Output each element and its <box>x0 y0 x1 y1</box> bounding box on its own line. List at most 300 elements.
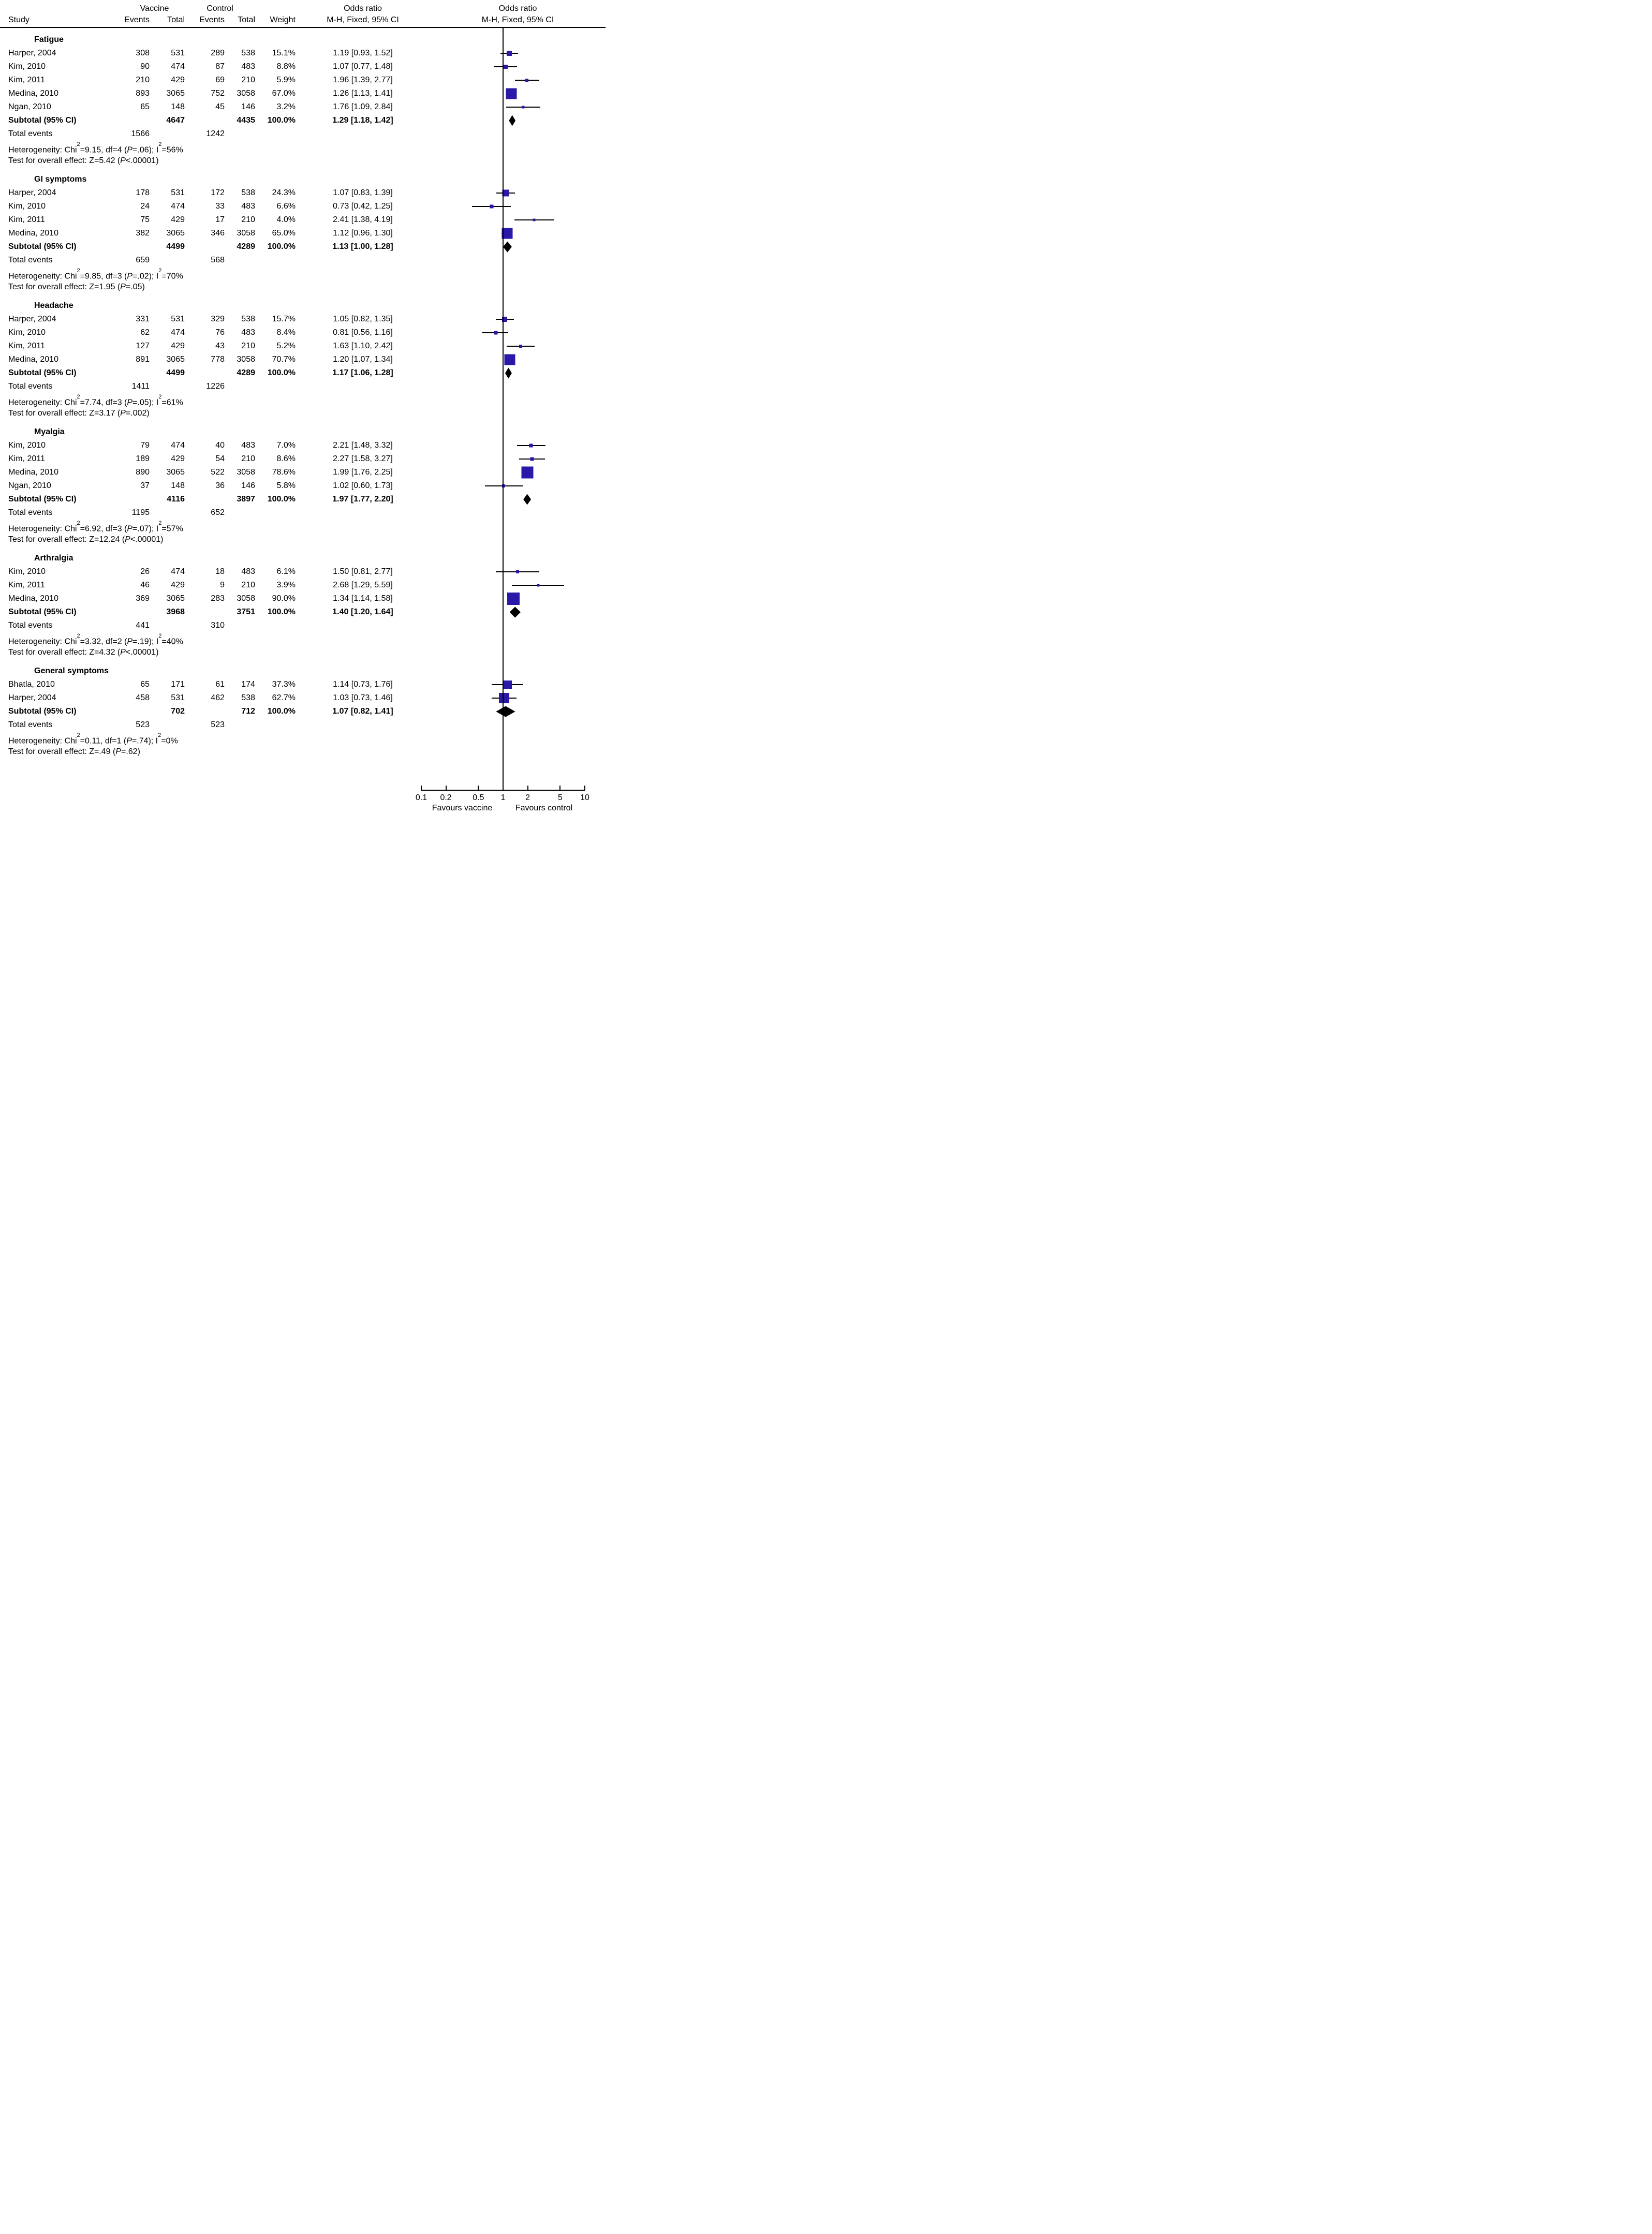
weight: 15.7% <box>272 315 296 323</box>
or-square <box>507 51 512 56</box>
subtotal-plot-cell <box>430 705 606 718</box>
test-p-label: P <box>120 409 126 418</box>
or-square <box>504 354 515 365</box>
het-seg: =.07); I <box>132 524 159 534</box>
weight: 3.9% <box>276 581 296 589</box>
col-vaccine-total: Total <box>167 16 185 24</box>
subtotal-row <box>0 240 606 254</box>
total-events-spacer <box>255 718 296 732</box>
total-events-spacer <box>296 127 430 141</box>
het-seg: Heterogeneity: Chi <box>8 145 77 155</box>
het-seg: =56% <box>161 145 183 155</box>
control-events: 752 <box>211 89 225 98</box>
subtotal-or-ci: 1.13 [1.00, 1.28] <box>332 242 393 251</box>
subtotal-plot-cell <box>430 605 606 619</box>
study-row <box>0 339 606 353</box>
total-events-spacer <box>296 506 430 520</box>
subtotal-control-total: 712 <box>241 707 255 716</box>
control-events: 329 <box>211 315 225 323</box>
vaccine-events: 189 <box>136 454 150 463</box>
subtotal-spacer <box>185 114 225 127</box>
or-square <box>525 79 528 82</box>
control-events: 69 <box>215 76 225 84</box>
het-sup-icon: 2 <box>77 141 80 147</box>
subtotal-vaccine-total: 4647 <box>166 116 185 125</box>
study-name: Ngan, 2010 <box>8 102 51 111</box>
het-sup-icon: 2 <box>77 520 80 526</box>
or-square <box>519 345 522 348</box>
total-events-spacer <box>150 619 185 632</box>
subtotal-control-total: 4289 <box>237 242 255 251</box>
vaccine-total: 474 <box>171 62 185 71</box>
control-total: 3058 <box>237 468 255 477</box>
test-p-label: P <box>120 648 126 657</box>
het-sup-icon: 2 <box>158 633 162 639</box>
total-events-label: Total events <box>8 129 53 138</box>
section-title-row <box>0 664 606 678</box>
vaccine-total: 3065 <box>166 594 185 603</box>
het-seg: =.02); I <box>132 272 159 281</box>
section-title: GI symptoms <box>34 175 87 184</box>
or-square <box>529 444 533 448</box>
or-square <box>522 106 524 109</box>
total-events-spacer <box>255 254 296 267</box>
axis-tick <box>446 786 447 790</box>
het-seg: =.19); I <box>132 637 159 646</box>
total-events-vaccine: 523 <box>136 720 150 729</box>
vaccine-total: 474 <box>171 567 185 576</box>
header-or-title-left: Odds ratio <box>344 4 382 13</box>
total-events-vaccine: 659 <box>136 256 150 264</box>
subtotal-control-total: 4435 <box>237 116 255 125</box>
weight: 15.1% <box>272 49 296 57</box>
study-name: Kim, 2011 <box>8 581 45 589</box>
total-events-spacer <box>296 619 430 632</box>
section <box>0 173 606 294</box>
study-name: Kim, 2010 <box>8 202 46 211</box>
het-sup-icon: 2 <box>158 268 162 274</box>
or-ci-text: 2.27 [1.58, 3.27] <box>333 454 393 463</box>
total-events-spacer <box>430 506 606 520</box>
control-total: 483 <box>241 567 255 576</box>
plot-cell <box>430 213 606 227</box>
vaccine-total: 3065 <box>166 468 185 477</box>
or-square <box>516 570 519 573</box>
subtotal-spacer <box>185 705 225 718</box>
het-seg: =.06); I <box>132 145 159 155</box>
axis-tick <box>559 786 561 790</box>
het-p-label: P <box>127 637 133 646</box>
study-row <box>0 452 606 466</box>
vaccine-events: 62 <box>140 328 150 337</box>
header-vaccine-group: Vaccine <box>140 4 169 13</box>
control-events: 33 <box>215 202 225 211</box>
heterogeneity-line <box>0 632 606 646</box>
subtotal-label: Subtotal (95% CI) <box>8 707 77 716</box>
total-events-vaccine: 441 <box>136 621 150 630</box>
vaccine-events: 37 <box>140 481 150 490</box>
vaccine-total: 429 <box>171 342 185 350</box>
total-events-control: 1226 <box>206 382 225 391</box>
study-name: Harper, 2004 <box>8 49 56 57</box>
control-total: 146 <box>241 481 255 490</box>
control-events: 283 <box>211 594 225 603</box>
study-row <box>0 592 606 605</box>
total-events-spacer <box>150 718 185 732</box>
total-events-control: 523 <box>211 720 225 729</box>
total-events-control: 652 <box>211 508 225 517</box>
section-title-row <box>0 173 606 186</box>
overall-effect-line <box>0 280 606 294</box>
het-seg: =7.74, df=3 ( <box>80 398 127 407</box>
study-name: Harper, 2004 <box>8 315 56 323</box>
section-title: Fatigue <box>34 35 64 44</box>
vaccine-events: 26 <box>140 567 150 576</box>
study-name: Medina, 2010 <box>8 229 58 238</box>
control-total: 538 <box>241 315 255 323</box>
or-square <box>537 584 539 587</box>
vaccine-total: 531 <box>171 693 185 702</box>
total-events-spacer <box>430 619 606 632</box>
total-events-spacer <box>150 254 185 267</box>
header-control-group: Control <box>207 4 233 13</box>
section-title: Headache <box>34 301 73 310</box>
subtotal-weight: 100.0% <box>267 495 296 504</box>
control-events: 346 <box>211 229 225 238</box>
col-control-events: Events <box>199 16 225 24</box>
col-study: Study <box>8 16 30 24</box>
test-seg: Test for overall effect: Z=3.17 ( <box>8 409 121 418</box>
study-row <box>0 186 606 200</box>
plot-cell <box>430 691 606 705</box>
total-events-spacer <box>225 380 255 393</box>
section-title-row <box>0 33 606 47</box>
col-or-method-left: M-H, Fixed, 95% CI <box>327 16 399 24</box>
or-square <box>507 593 520 605</box>
or-ci-text: 1.14 [0.73, 1.76] <box>333 680 393 689</box>
het-sup-icon: 2 <box>77 633 80 639</box>
vaccine-total: 3065 <box>166 229 185 238</box>
vaccine-events: 369 <box>136 594 150 603</box>
vaccine-events: 90 <box>140 62 150 71</box>
vaccine-events: 46 <box>140 581 150 589</box>
control-total: 3058 <box>237 229 255 238</box>
total-events-spacer <box>150 380 185 393</box>
total-events-row <box>0 619 606 632</box>
test-seg: =.05) <box>125 283 145 291</box>
control-events: 76 <box>215 328 225 337</box>
total-events-spacer <box>430 127 606 141</box>
control-total: 3058 <box>237 594 255 603</box>
or-square <box>530 457 534 461</box>
subtotal-or-ci: 1.29 [1.18, 1.42] <box>332 116 393 125</box>
vaccine-total: 429 <box>171 215 185 224</box>
test-p-label: P <box>115 747 122 756</box>
axis-tick-label: 5 <box>557 793 563 802</box>
study-name: Kim, 2011 <box>8 342 45 350</box>
col-or-method-right: M-H, Fixed, 95% CI <box>481 16 554 24</box>
vaccine-total: 429 <box>171 76 185 84</box>
header-group-row <box>0 3 606 14</box>
plot-cell <box>430 678 606 691</box>
weight: 5.9% <box>276 76 296 84</box>
study-name: Medina, 2010 <box>8 89 58 98</box>
subtotal-or-ci: 1.40 [1.20, 1.64] <box>332 608 393 616</box>
weight: 8.6% <box>276 454 296 463</box>
het-seg: =0% <box>161 736 178 746</box>
heterogeneity-line <box>0 141 606 154</box>
subtotal-diamond <box>505 368 512 379</box>
or-ci-text: 0.73 [0.42, 1.25] <box>333 202 393 211</box>
heterogeneity-line <box>0 732 606 745</box>
vaccine-total: 148 <box>171 481 185 490</box>
subtotal-label: Subtotal (95% CI) <box>8 608 77 616</box>
study-name: Bhatla, 2010 <box>8 680 55 689</box>
total-events-label: Total events <box>8 621 53 630</box>
weight: 7.0% <box>276 441 296 450</box>
axis-tick-label: 2 <box>525 793 530 802</box>
control-events: 36 <box>215 481 225 490</box>
subtotal-spacer <box>124 240 150 254</box>
het-seg: Heterogeneity: Chi <box>8 736 77 746</box>
het-sup-icon: 2 <box>77 732 80 738</box>
total-events-control: 1242 <box>206 129 225 138</box>
control-events: 172 <box>211 188 225 197</box>
study-name: Kim, 2011 <box>8 76 45 84</box>
total-events-spacer <box>296 718 430 732</box>
control-total: 210 <box>241 215 255 224</box>
subtotal-spacer <box>124 705 150 718</box>
control-events: 61 <box>215 680 225 689</box>
het-seg: =.74); I <box>131 736 158 746</box>
control-events: 54 <box>215 454 225 463</box>
weight: 65.0% <box>272 229 296 238</box>
weight: 24.3% <box>272 188 296 197</box>
or-ci-text: 1.96 [1.39, 2.77] <box>333 76 393 84</box>
subtotal-spacer <box>185 493 225 506</box>
subtotal-row <box>0 605 606 619</box>
control-events: 289 <box>211 49 225 57</box>
section-title: General symptoms <box>34 667 109 675</box>
control-total: 3058 <box>237 89 255 98</box>
weight: 62.7% <box>272 693 296 702</box>
forest-plot-figure <box>0 0 606 819</box>
subtotal-label: Subtotal (95% CI) <box>8 368 77 377</box>
total-events-spacer <box>430 254 606 267</box>
vaccine-total: 429 <box>171 581 185 589</box>
subtotal-weight: 100.0% <box>267 242 296 251</box>
study-row <box>0 60 606 73</box>
vaccine-events: 79 <box>140 441 150 450</box>
vaccine-events: 890 <box>136 468 150 477</box>
vaccine-events: 178 <box>136 188 150 197</box>
test-seg: =.002) <box>125 409 150 418</box>
section-title-row <box>0 425 606 439</box>
vaccine-total: 474 <box>171 202 185 211</box>
subtotal-vaccine-total: 702 <box>171 707 185 716</box>
or-square <box>490 205 494 209</box>
or-square <box>504 680 512 689</box>
plot-cell <box>430 579 606 592</box>
or-ci-text: 1.19 [0.93, 1.52] <box>333 49 393 57</box>
axis-tick <box>527 786 528 790</box>
control-total: 483 <box>241 62 255 71</box>
study-row <box>0 479 606 493</box>
study-row <box>0 353 606 366</box>
total-events-spacer <box>225 254 255 267</box>
sections <box>0 33 606 759</box>
section-rows <box>0 565 606 605</box>
or-square <box>494 331 497 335</box>
vaccine-events: 308 <box>136 49 150 57</box>
overall-effect-line <box>0 745 606 759</box>
test-seg: Test for overall effect: Z=12.24 ( <box>8 535 125 544</box>
het-seg: =9.85, df=3 ( <box>80 272 127 281</box>
section <box>0 664 606 759</box>
vaccine-events: 75 <box>140 215 150 224</box>
or-ci-text: 1.63 [1.10, 2.42] <box>333 342 393 350</box>
header-or-title-right: Odds ratio <box>498 4 537 13</box>
section <box>0 552 606 659</box>
overall-effect-line <box>0 407 606 420</box>
control-total: 483 <box>241 441 255 450</box>
vaccine-total: 171 <box>171 680 185 689</box>
het-p-label: P <box>127 524 133 534</box>
vaccine-total: 474 <box>171 328 185 337</box>
total-events-label: Total events <box>8 720 53 729</box>
overall-effect-line <box>0 646 606 659</box>
axis-tick-label: 0.5 <box>473 793 484 802</box>
subtotal-spacer <box>124 605 150 619</box>
axis-tick <box>584 786 585 790</box>
subtotal-weight: 100.0% <box>267 707 296 716</box>
total-events-label: Total events <box>8 382 53 391</box>
plot-cell <box>430 87 606 100</box>
study-name: Kim, 2010 <box>8 567 46 576</box>
or-ci-text: 1.03 [0.73, 1.46] <box>333 693 393 702</box>
total-events-spacer <box>255 380 296 393</box>
total-events-vaccine: 1566 <box>131 129 150 138</box>
het-seg: Heterogeneity: Chi <box>8 637 77 646</box>
het-seg: Heterogeneity: Chi <box>8 398 77 407</box>
subtotal-plot-cell <box>430 240 606 254</box>
het-p-label: P <box>127 398 133 407</box>
control-total: 210 <box>241 342 255 350</box>
overall-effect-line <box>0 154 606 168</box>
vaccine-events: 891 <box>136 355 150 364</box>
study-row <box>0 200 606 213</box>
study-name: Kim, 2010 <box>8 328 46 337</box>
control-total: 210 <box>241 76 255 84</box>
axis-tick <box>478 786 479 790</box>
control-events: 462 <box>211 693 225 702</box>
or-ci-text: 1.99 [1.76, 2.25] <box>333 468 393 477</box>
plot-cell <box>430 466 606 479</box>
study-name: Harper, 2004 <box>8 188 56 197</box>
subtotal-row <box>0 366 606 380</box>
control-total: 210 <box>241 581 255 589</box>
subtotal-weight: 100.0% <box>267 608 296 616</box>
weight: 37.3% <box>272 680 296 689</box>
test-seg: Test for overall effect: Z=4.32 ( <box>8 648 121 657</box>
study-row <box>0 326 606 339</box>
plot-cell <box>430 73 606 87</box>
het-seg: Heterogeneity: Chi <box>8 524 77 534</box>
subtotal-vaccine-total: 3968 <box>166 608 185 616</box>
study-row <box>0 47 606 60</box>
total-events-spacer <box>430 380 606 393</box>
control-events: 522 <box>211 468 225 477</box>
subtotal-control-total: 3751 <box>237 608 255 616</box>
study-name: Medina, 2010 <box>8 594 58 603</box>
plot-cell <box>430 200 606 213</box>
subtotal-label: Subtotal (95% CI) <box>8 242 77 251</box>
control-events: 778 <box>211 355 225 364</box>
het-p-label: P <box>127 145 133 155</box>
plot-cell <box>430 439 606 452</box>
test-p-label: P <box>120 156 126 165</box>
plot-cell <box>430 227 606 240</box>
study-name: Medina, 2010 <box>8 468 58 477</box>
subtotal-diamond <box>503 242 512 253</box>
study-name: Kim, 2010 <box>8 441 46 450</box>
section-rows <box>0 439 606 493</box>
vaccine-total: 429 <box>171 454 185 463</box>
vaccine-events: 382 <box>136 229 150 238</box>
vaccine-total: 474 <box>171 441 185 450</box>
het-seg: =.05); I <box>132 398 159 407</box>
study-row <box>0 313 606 326</box>
or-ci-text: 1.26 [1.13, 1.41] <box>333 89 393 98</box>
axis-tick-label: 0.1 <box>415 793 427 802</box>
control-events: 43 <box>215 342 225 350</box>
heterogeneity-line <box>0 393 606 407</box>
header-column-row <box>0 14 606 26</box>
het-seg: =6.92, df=3 ( <box>80 524 127 534</box>
test-seg: <.00001) <box>125 156 159 165</box>
favours-control-label: Favours control <box>515 804 573 812</box>
subtotal-or-ci: 1.07 [0.82, 1.41] <box>332 707 393 716</box>
test-seg: Test for overall effect: Z=1.95 ( <box>8 283 121 291</box>
het-seg: =61% <box>161 398 183 407</box>
plot-cell <box>430 339 606 353</box>
subtotal-control-total: 3897 <box>237 495 255 504</box>
section <box>0 33 606 168</box>
header-spacer <box>255 3 296 14</box>
het-seg: =70% <box>161 272 183 281</box>
control-total: 174 <box>241 680 255 689</box>
favours-vaccine-label: Favours vaccine <box>432 804 493 812</box>
or-ci-text: 1.76 [1.09, 2.84] <box>333 102 393 111</box>
study-name: Kim, 2011 <box>8 215 45 224</box>
study-row <box>0 439 606 452</box>
het-seg: =40% <box>161 637 183 646</box>
section-rows <box>0 186 606 240</box>
study-row <box>0 100 606 114</box>
total-events-spacer <box>430 718 606 732</box>
overall-effect-line <box>0 533 606 546</box>
plot-cell <box>430 313 606 326</box>
het-seg: Heterogeneity: Chi <box>8 272 77 281</box>
test-seg: <.00001) <box>130 535 164 544</box>
or-square <box>522 467 534 479</box>
section-title-row <box>0 552 606 565</box>
subtotal-vaccine-total: 4499 <box>166 242 185 251</box>
or-ci-text: 1.50 [0.81, 2.77] <box>333 567 393 576</box>
or-ci-text: 1.20 [1.07, 1.34] <box>333 355 393 364</box>
vaccine-events: 65 <box>140 102 150 111</box>
total-events-spacer <box>150 127 185 141</box>
